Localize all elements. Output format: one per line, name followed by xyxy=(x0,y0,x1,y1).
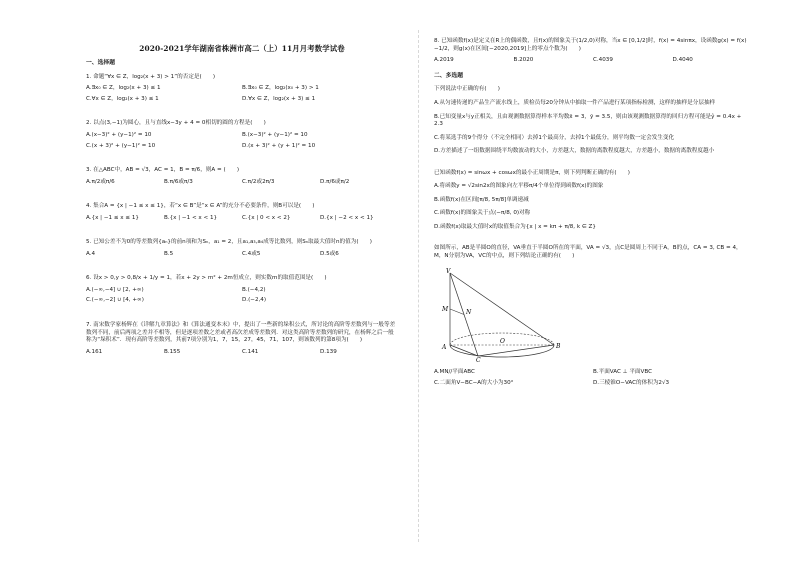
option-d: D.139 xyxy=(320,348,337,355)
label-b: B xyxy=(556,342,561,350)
question-stem: 已知函数f(x) = sinωx + cosωx的最小正周期是π，则下列判断正确的有( ) xyxy=(434,169,630,176)
question-5 xyxy=(86,239,398,258)
option-d: D.三棱锥O−VAC的体积为2√3 xyxy=(593,379,670,386)
option-a: A.4 xyxy=(86,250,96,257)
exam-title: 2020-2021学年湖南省株洲市高二（上）11月月考数学试卷 xyxy=(139,44,345,53)
question-stem: 8. 已知函数f(x)是定义在R上的偶函数，且f(x)的图象关于(1/2,0)对称，当x ∈ [0,1/2]时，f(x) = 4sinπx，设函数g(x) = f(x)−1/2，则g(x)在区间[−2020,2019]上的零点个数为( ) xyxy=(434,38,747,52)
question-6 xyxy=(86,275,398,305)
column-divider xyxy=(418,30,419,542)
left-column xyxy=(86,38,398,373)
option-a: A.将函数y = √2sin2x的图象向左平移π/4个单位得到函数f(x)的图象 xyxy=(434,183,604,190)
question-stem: 3. 在△ABC中，AB = √3，AC = 1，B = π/6，则A = ( ) xyxy=(86,167,240,174)
question-2 xyxy=(86,120,398,150)
option-d: D.函数f(x)取最大值时x的取值集合为{x | x = kπ + π/8, k ∈ Z} xyxy=(434,223,596,230)
option-d: D.π/6或π/2 xyxy=(320,178,350,185)
geometry-figure xyxy=(438,267,752,366)
option-c: C.4039 xyxy=(593,57,613,64)
question-4 xyxy=(86,203,398,222)
option-b: B.{x | −1 < x < 1} xyxy=(164,214,218,221)
option-d: D.方差描述了一组数据围绕平均数波动的大小，方差越大，数据的离散程度越大，方差越小，数据的离散程度越小 xyxy=(434,148,715,155)
right-column xyxy=(434,38,752,401)
option-b: B.平面VAC ⊥ 平面VBC xyxy=(593,369,652,376)
option-c: C.将某选手的9个得分（不完全相同）去掉1个最高分，去掉1个最低分，则平均数一定会发生变化 xyxy=(434,134,675,141)
question-stem: 5. 已知公差不为0的等差数列{aₙ}的前n项和为Sₙ，a₁ = 2，且a₁,a₃,a₄成等比数列，则Sₙ取最大值时n的值为( ) xyxy=(86,239,372,246)
section-heading-multi-choice: 二、多选题 xyxy=(434,72,463,79)
option-c: C.{x | 0 < x < 2} xyxy=(242,214,291,221)
option-a: A.(−∞,−4] ∪ [2, +∞) xyxy=(86,286,144,293)
question-9 xyxy=(434,86,752,155)
section-heading-single-choice: 一、选择题 xyxy=(86,59,115,66)
question-stem: 下列说法中正确的有( ) xyxy=(434,86,500,93)
label-v: V xyxy=(446,267,451,275)
option-d: D.∀x ∈ Z，log₂(x + 3) ≤ 1 xyxy=(242,95,316,102)
option-d: D.(x + 3)² + (y + 1)² = 10 xyxy=(242,142,316,149)
question-stem: 1. 命题“∀x ∈ Z，log₂(x + 3) > 1”的否定是( ) xyxy=(86,73,216,80)
option-a: A.π/2或π/6 xyxy=(86,178,115,185)
option-b: B.(−4,2) xyxy=(242,286,266,293)
option-d: D.{x | −2 < x < 1} xyxy=(320,214,374,221)
label-a: A xyxy=(442,343,447,351)
question-stem: 2. 以点(3,−1)为圆心，且与直线x−3y + 4 = 0相切的圆的方程是( ) xyxy=(86,120,266,127)
option-a: A.∃x₀ ∈ Z，log₂(x + 3) ≤ 1 xyxy=(86,85,161,92)
label-n: N xyxy=(466,308,472,316)
option-a: A.161 xyxy=(86,348,103,355)
option-a: A.(x−3)² + (y−1)² = 10 xyxy=(86,131,152,138)
question-8 xyxy=(434,38,752,65)
option-a: A.MN//平面ABC xyxy=(434,369,475,376)
option-b: B.函数f(x)在区间[π/8, 5π/8]单调递减 xyxy=(434,196,529,203)
label-o: O xyxy=(500,337,505,345)
option-d: D.(−2,4) xyxy=(242,297,267,304)
edge-cb xyxy=(478,345,554,356)
option-d: D.4040 xyxy=(672,57,693,64)
question-7 xyxy=(86,322,398,356)
question-10 xyxy=(434,170,752,232)
option-c: C.141 xyxy=(242,348,259,355)
option-c: C.(x + 3)² + (y−1)² = 10 xyxy=(86,142,156,149)
option-b: B.已知变量x与y正相关，且由观测数据算得样本平均数x̄ = 3，ȳ = 3.5，则由该观测数据算得的回归方程可能是ŷ = 0.4x + 2.3 xyxy=(434,113,742,128)
option-b: B.155 xyxy=(164,348,181,355)
label-c: C xyxy=(476,356,481,362)
edge-ac xyxy=(450,345,478,356)
question-stem: 7. 南宋数学家杨辉在《详解九章算法》和《算法通变本末》中，提出了一些新的垛积公式，所讨论的高阶等差数列与一般等差数列不同，前后两项之差并不相等，但是逐项差数之差或者高次差成等差数列．对这类高阶等差数列的研究，在杨辉之后一般称为“垛积术”．现有高阶等差数列，其前7项分别为1，7，15，27，45，71，107，则该数列的第8项为( ) xyxy=(86,322,396,344)
question-1 xyxy=(86,74,398,104)
option-a: A.从匀速传递的产品生产流水线上，质检员每20分钟从中抽取一件产品进行某项指标检测，这样的抽样是分层抽样 xyxy=(434,100,716,106)
option-c: C.∀x ∈ Z，log₂(x + 3) ≤ 1 xyxy=(86,95,159,102)
option-d: D.5或6 xyxy=(320,250,339,257)
option-a: A.2019 xyxy=(434,57,454,64)
option-b: B.π/6或π/3 xyxy=(164,178,193,185)
question-stem: 如图所示，AB是半圆O的直径，VA垂直于半圆O所在的平面，VA = √3，点C是圆周上不同于A，B的点，CA = 3, CB = 4，M，N分别为VA，VC的中点，则下列结论正确的有( ) xyxy=(434,245,742,260)
option-b: B.2020 xyxy=(513,57,534,64)
option-c: C.二面角V−BC−A的大小为30° xyxy=(434,379,514,386)
segment-mn xyxy=(450,309,464,315)
option-b: B.(x−3)² + (y−1)² = 10 xyxy=(242,131,308,138)
option-c: C.π/2或2π/3 xyxy=(242,178,275,185)
option-b: B.5 xyxy=(164,250,174,257)
option-c: C.4或5 xyxy=(242,250,261,257)
option-a: A.{x | −1 ≤ x ≤ 1} xyxy=(86,214,139,221)
option-b: B.∃x₀ ∈ Z，log₂(x₀ + 3) > 1 xyxy=(242,85,319,92)
question-stem: 6. 设x > 0,y > 0,8/x + 1/y = 1，若x + 2y > m² + 2m恒成立，则实数m的取值范围是( ) xyxy=(86,275,327,282)
option-c: C.(−∞,−2] ∪ [4, +∞) xyxy=(86,297,144,304)
option-c: C.函数f(x)的图象关于点(−π/8, 0)对称 xyxy=(434,210,531,217)
half-circle-pyramid-diagram xyxy=(438,267,578,362)
label-m: M xyxy=(442,305,449,313)
question-3 xyxy=(86,167,398,186)
question-11 xyxy=(434,245,752,387)
question-stem: 4. 集合A = {x | −1 ≤ x ≤ 1}，若“x ∈ B”是“x ∈ A”的充分不必要条件，则B可以是( ) xyxy=(86,203,315,210)
